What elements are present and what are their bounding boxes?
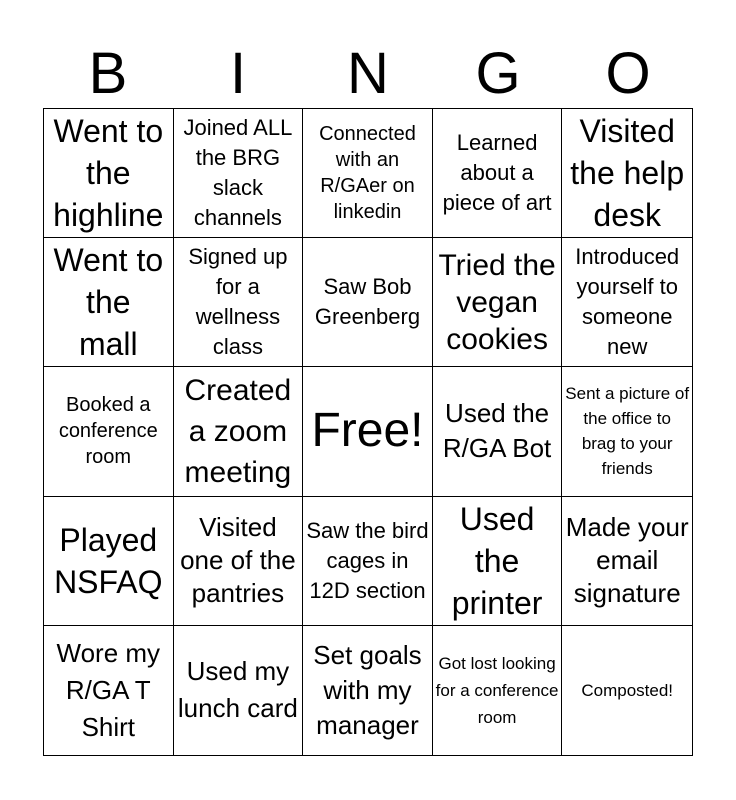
cell-text: Tried the vegan cookies	[438, 248, 556, 356]
bingo-cell[interactable]	[174, 497, 304, 626]
bingo-cell[interactable]	[433, 626, 563, 755]
bingo-cell[interactable]	[562, 497, 692, 626]
bingo-cell[interactable]	[303, 109, 433, 238]
bingo-cell[interactable]	[562, 238, 692, 367]
cell-text: Composted!	[581, 680, 674, 700]
bingo-cell[interactable]	[303, 367, 433, 496]
bingo-cell[interactable]	[433, 238, 563, 367]
cell-text: Joined ALL the BRG slack channels	[183, 115, 293, 231]
bingo-cell[interactable]	[433, 109, 563, 238]
cell-text: Learned about a piece of art	[442, 130, 552, 216]
bingo-cell[interactable]	[303, 497, 433, 626]
free-space: Free!	[311, 404, 424, 458]
bingo-cell[interactable]	[44, 109, 174, 238]
bingo-cell[interactable]	[44, 497, 174, 626]
header-letter-n: N	[347, 41, 389, 106]
cell-text: Got lost looking for a conference room	[435, 653, 559, 727]
cell-text: Used the printer	[451, 500, 543, 621]
bingo-cell[interactable]	[562, 367, 692, 496]
cell-text: Signed up for a wellness class	[188, 244, 288, 360]
bingo-cell[interactable]	[174, 367, 304, 496]
cell-text: Made your email signature	[565, 512, 689, 609]
header-letter-o: O	[605, 41, 651, 106]
cell-text: Set goals with my manager	[313, 639, 422, 740]
cell-text: Went to the mall	[53, 242, 164, 363]
cell-text: Saw Bob Greenberg	[314, 274, 421, 330]
header-letter-b: B	[88, 41, 128, 106]
cell-text: Visited the help desk	[570, 113, 685, 234]
bingo-cell[interactable]	[303, 238, 433, 367]
cell-text: Wore my R/GA T Shirt	[56, 637, 161, 742]
bingo-cell[interactable]	[44, 238, 174, 367]
bingo-cell[interactable]	[44, 626, 174, 755]
bingo-card	[43, 108, 693, 756]
cell-text: Used my lunch card	[177, 656, 298, 724]
bingo-cell[interactable]	[303, 626, 433, 755]
bingo-cell[interactable]	[44, 367, 174, 496]
cell-text: Saw the bird cages in 12D section	[306, 517, 429, 603]
cell-text: Used the R/GA Bot	[442, 398, 552, 464]
cell-text: Went to the highline	[53, 113, 164, 234]
bingo-cell[interactable]	[562, 626, 692, 755]
bingo-header	[43, 40, 693, 108]
bingo-cell[interactable]	[433, 367, 563, 496]
bingo-cell[interactable]	[174, 238, 304, 367]
cell-text: Created a zoom meeting	[184, 373, 292, 489]
cell-text: Played NSFAQ	[54, 521, 163, 600]
cell-text: Introduced yourself to someone new	[575, 244, 680, 360]
bingo-cell[interactable]	[562, 109, 692, 238]
bingo-cell[interactable]	[174, 109, 304, 238]
header-letter-i: I	[229, 41, 247, 106]
cell-text: Connected with an R/GAer on linkedin	[319, 123, 416, 224]
header-letter-g: G	[475, 41, 521, 106]
cell-text: Booked a conference room	[58, 394, 158, 469]
cell-text: Visited one of the pantries	[180, 512, 296, 609]
cell-text: Sent a picture of the office to brag to your friends	[565, 384, 690, 479]
bingo-cell[interactable]	[433, 497, 563, 626]
bingo-cell[interactable]	[174, 626, 304, 755]
